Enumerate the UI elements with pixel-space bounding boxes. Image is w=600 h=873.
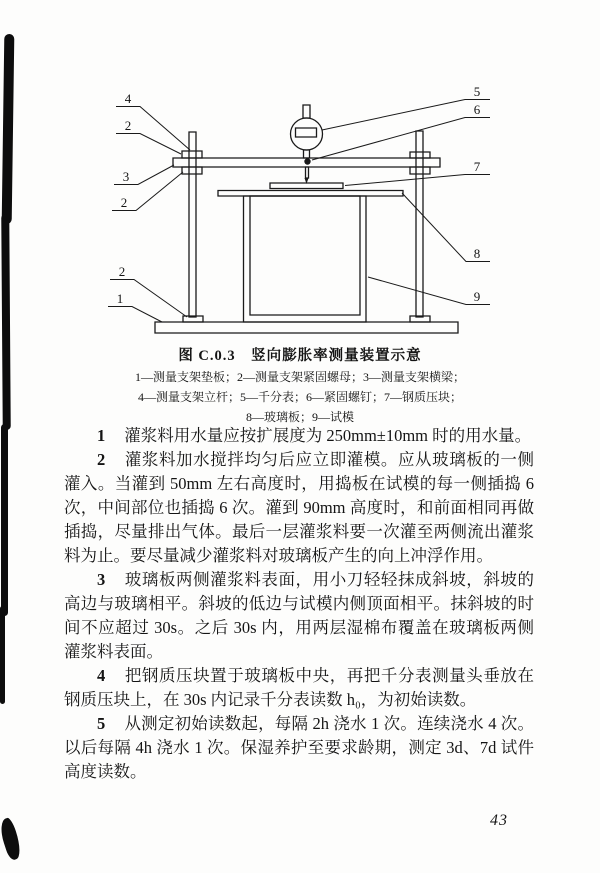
figure-caption: 图 C.0.3 竖向膨胀率测量装置示意 — [178, 348, 422, 364]
paragraph-5 — [64, 712, 534, 784]
paragraph-3-text: 玻璃板两侧灌浆料表面，用小刀轻轻抹成斜坡，斜坡的高边与玻璃相平。斜坡的低边与试模内侧顶面相平。抹斜坡的时间不应超过 30s。之后 30s 内，用两层湿棉布覆盖在玻璃板两侧灌浆料表面。 — [64, 570, 534, 661]
callout-9-leader — [368, 277, 490, 305]
callout-1 — [108, 291, 162, 322]
figure-legend-line-1: 1—测量支架垫板；2—测量支架紧固螺母；3—测量支架横梁； — [134, 370, 465, 384]
figure-diagram — [95, 78, 505, 340]
callout-3-label: 3 — [122, 169, 130, 184]
callout-2b-label: 2 — [120, 195, 128, 210]
paragraph-3-number: 3 — [97, 570, 106, 589]
callout-9 — [368, 277, 490, 305]
scan-artifact-streak-lower — [1, 424, 8, 616]
callout-2c-label: 2 — [118, 264, 126, 279]
paragraph-4 — [64, 664, 534, 712]
callout-9-label: 9 — [473, 289, 481, 304]
callout-3 — [114, 165, 174, 185]
scan-artifact-streak-top — [2, 34, 15, 224]
paragraph-2-text: 灌浆料加水搅拌均匀后应立即灌模。应从玻璃板的一侧灌入。当灌到 50mm 左右高度时，用捣板在试模的每一侧插捣 6 次，中间部位也插捣 6 次。灌到 90mm 高度时，和前面相同再做插捣，尽量排出气体。最后一层灌浆料要一次灌至两侧流出灌浆料为止。要尽量减少灌浆料对玻璃板产生的向上冲浮作用。 — [64, 450, 534, 565]
callout-2a-leader — [116, 134, 181, 155]
right-lower-nut — [410, 167, 430, 174]
dial-top-stem — [303, 105, 310, 118]
right-upper-nut — [410, 152, 430, 158]
left-lower-nut — [182, 167, 202, 174]
paragraph-1 — [64, 424, 534, 448]
test-mold-inner — [250, 196, 360, 315]
glass-plate — [218, 191, 403, 197]
callout-1-label: 1 — [116, 291, 124, 306]
callout-8 — [402, 193, 490, 262]
callout-5-label: 5 — [473, 84, 481, 99]
paragraph-4-number: 4 — [97, 666, 106, 685]
page-number: 43 — [490, 812, 508, 829]
callout-2a-label: 2 — [124, 118, 132, 133]
paragraph-5-text: 从测定初始读数起，每隔 2h 浇水 1 次。连续浇水 4 次。以后每隔 4h 浇水 1 次。保湿养护至要求龄期，测定 3d、7d 试件高度读数。 — [64, 714, 534, 781]
figure-legend-line-2: 4—测量支架立杆；5—千分表；6—紧固螺钉；7—钢质压块； — [137, 390, 462, 404]
dial-lower-stem — [304, 150, 310, 158]
paragraph-5-number: 5 — [97, 714, 106, 733]
scan-artifact-streak-tail — [0, 606, 5, 704]
paragraph-4-text: 把钢质压块置于玻璃板中央，再把千分表测量头垂放在钢质压块上，在 30s 内记录千分表读数 h₀，为初始读数。 — [64, 666, 534, 709]
callout-7-leader — [345, 175, 490, 186]
left-post — [189, 132, 196, 317]
body-text — [64, 424, 534, 784]
base-plate — [155, 322, 458, 333]
callout-6-leader — [312, 118, 490, 161]
callout-6 — [312, 102, 490, 160]
callout-7-label: 7 — [473, 159, 481, 174]
callout-8-label: 8 — [473, 246, 481, 261]
callout-2-upper-nut — [116, 118, 181, 154]
paragraph-2-number: 2 — [97, 450, 106, 469]
figure-legend — [0, 367, 600, 427]
callout-7 — [345, 159, 490, 186]
right-post — [416, 131, 423, 317]
left-upper-nut — [182, 151, 202, 158]
dial-probe — [306, 167, 309, 178]
test-mold-outer — [244, 196, 367, 322]
callout-1-leader — [108, 307, 162, 323]
paragraph-2 — [64, 448, 534, 568]
paragraph-3 — [64, 568, 534, 664]
paragraph-1-text: 灌浆料用水量应按扩展度为 250mm±10mm 时的用水量。 — [124, 426, 532, 445]
figure-legend-line-3: 8—玻璃板；9—试模 — [245, 410, 354, 424]
scan-artifact-blob-bottom — [0, 817, 24, 862]
fixing-screw-dot — [304, 158, 310, 164]
callout-6-label: 6 — [473, 102, 481, 117]
dial-display-window — [296, 128, 317, 137]
callout-5 — [322, 84, 490, 130]
callout-5-leader — [322, 100, 490, 131]
callout-4-label: 4 — [124, 91, 132, 106]
paragraph-1-number: 1 — [97, 426, 106, 445]
